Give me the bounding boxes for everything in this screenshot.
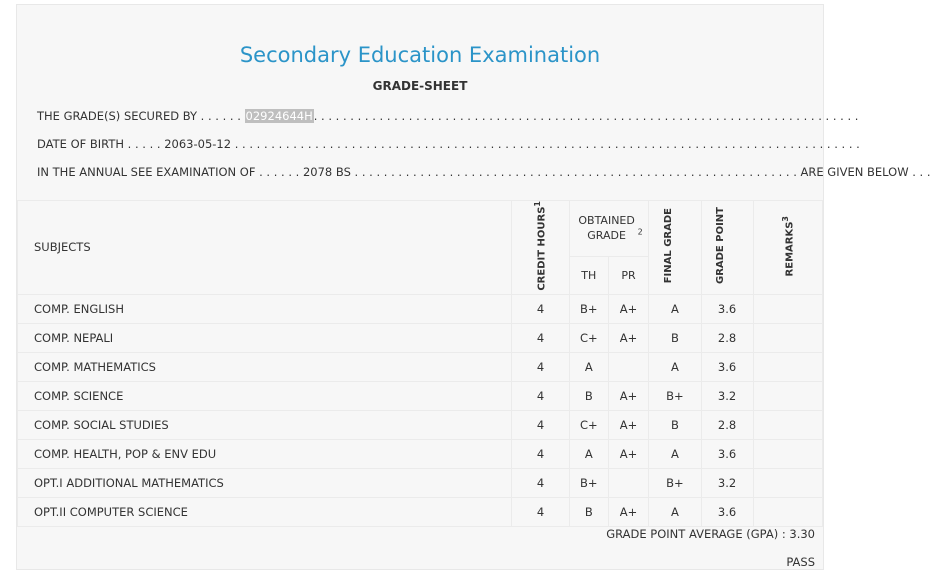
- header-remarks-label: REMARKS: [783, 221, 795, 277]
- practical-grade-cell: A+: [608, 439, 649, 468]
- header-final-grade-label: FINAL GRADE: [662, 208, 674, 284]
- subject-cell: COMP. HEALTH, POP & ENV EDU: [18, 439, 512, 468]
- secured-by-label: THE GRADE(S) SECURED BY . . . . . .: [37, 109, 241, 123]
- exam-year: 2078 BS: [302, 165, 351, 179]
- remarks-cell: [753, 381, 822, 410]
- table-row: [18, 497, 823, 526]
- grade-point-cell: 3.6: [701, 294, 753, 323]
- exam-dots: . . . . . . . . . . . . . . . . . . . . . . . . . . . . . . . . . . . . . . . . . . . . . . . . . . . . . . . . . . . . .: [354, 165, 797, 179]
- dob-line: [37, 137, 860, 151]
- table-row: [18, 410, 823, 439]
- dob-label: DATE OF BIRTH . . . . .: [37, 137, 161, 151]
- grade-sheet-heading: GRADE-SHEET: [372, 79, 468, 93]
- gpa-line: [606, 527, 815, 541]
- theory-grade-cell: A: [569, 352, 608, 381]
- final-grade-cell: A: [649, 439, 701, 468]
- credit-hours-cell: 4: [512, 323, 570, 352]
- header-remarks: [753, 201, 822, 295]
- final-grade-cell: A: [649, 294, 701, 323]
- grade-sheet: [16, 4, 931, 570]
- header-credit-hours: [512, 201, 570, 295]
- grade-point-cell: 3.2: [701, 381, 753, 410]
- exam-line: [37, 165, 931, 179]
- remarks-cell: [753, 323, 822, 352]
- header-subjects: [18, 201, 512, 295]
- theory-grade-cell: B+: [569, 468, 608, 497]
- subject-cell: OPT.II COMPUTER SCIENCE: [18, 497, 512, 526]
- subject-cell: COMP. NEPALI: [18, 323, 512, 352]
- final-grade-cell: B+: [649, 381, 701, 410]
- subject-cell: COMP. SOCIAL STUDIES: [18, 410, 512, 439]
- subject-cell: COMP. MATHEMATICS: [18, 352, 512, 381]
- practical-grade-cell: A+: [608, 294, 649, 323]
- dob-dots: . . . . . . . . . . . . . . . . . . . . . . . . . . . . . . . . . . . . . . . . . . . . . . . . . . . . . . . . . . . . . . . . . . . . . . . . . . . . . . . . . . . . . .: [234, 137, 860, 151]
- final-grade-cell: B: [649, 323, 701, 352]
- practical-grade-cell: A+: [608, 410, 649, 439]
- gpa-label: GRADE POINT AVERAGE (GPA) :: [606, 527, 786, 541]
- header-obtained-grade: [569, 201, 648, 257]
- credit-hours-cell: 4: [512, 381, 570, 410]
- header-th: TH: [569, 256, 608, 294]
- header-subjects-label: SUBJECTS: [34, 240, 91, 255]
- credit-hours-cell: 4: [512, 497, 570, 526]
- theory-grade-cell: C+: [569, 323, 608, 352]
- subject-cell: COMP. ENGLISH: [18, 294, 512, 323]
- grade-point-cell: 3.6: [701, 352, 753, 381]
- theory-grade-cell: B: [569, 381, 608, 410]
- remarks-cell: [753, 352, 822, 381]
- obtained-footnote-mark: 2: [637, 227, 643, 237]
- table-row: [18, 439, 823, 468]
- header-pr: PR: [608, 256, 649, 294]
- remarks-cell: [753, 497, 822, 526]
- header-grade-point: [701, 201, 753, 295]
- practical-grade-cell: [608, 352, 649, 381]
- dob-value: 2063-05-12: [164, 137, 232, 151]
- remarks-footnote-mark: 3: [780, 215, 790, 222]
- practical-grade-cell: A+: [608, 497, 649, 526]
- theory-grade-cell: B+: [569, 294, 608, 323]
- theory-grade-cell: C+: [569, 410, 608, 439]
- remarks-cell: [753, 410, 822, 439]
- credit-hours-cell: 4: [512, 468, 570, 497]
- grade-point-cell: 3.6: [701, 439, 753, 468]
- grades-table-body: [18, 294, 823, 526]
- final-grade-cell: B+: [649, 468, 701, 497]
- theory-grade-cell: A: [569, 439, 608, 468]
- gpa-value: 3.30: [789, 527, 815, 541]
- practical-grade-cell: [608, 468, 649, 497]
- table-row: [18, 323, 823, 352]
- credit-hours-cell: 4: [512, 352, 570, 381]
- symbol-number[interactable]: 02924644H: [245, 109, 313, 123]
- remarks-cell: [753, 468, 822, 497]
- header-credit-hours-label: CREDIT HOURS: [536, 206, 548, 291]
- table-row: [18, 294, 823, 323]
- theory-grade-cell: B: [569, 497, 608, 526]
- credit-hours-cell: 4: [512, 439, 570, 468]
- result-status: PASS: [786, 555, 815, 569]
- grade-point-cell: 2.8: [701, 323, 753, 352]
- final-grade-cell: B: [649, 410, 701, 439]
- secured-by-line: [37, 109, 858, 123]
- header-obtained-grade-label: OBTAINED GRADE: [578, 214, 635, 243]
- credit-hours-cell: 4: [512, 410, 570, 439]
- practical-grade-cell: A+: [608, 323, 649, 352]
- remarks-cell: [753, 294, 822, 323]
- subject-cell: OPT.I ADDITIONAL MATHEMATICS: [18, 468, 512, 497]
- exam-suffix: ARE GIVEN BELOW . . .: [800, 165, 931, 179]
- table-row: [18, 468, 823, 497]
- table-row: [18, 352, 823, 381]
- final-grade-cell: A: [649, 497, 701, 526]
- secured-by-dots: . . . . . . . . . . . . . . . . . . . . . . . . . . . . . . . . . . . . . . . . . . . . . . . . . . . . . . . . . . . . . . . . . . . . . . . . . . .: [313, 109, 859, 123]
- final-grade-cell: A: [649, 352, 701, 381]
- header-final-grade: [649, 201, 701, 295]
- grade-point-cell: 3.6: [701, 497, 753, 526]
- credit-hours-cell: 4: [512, 294, 570, 323]
- table-row: [18, 381, 823, 410]
- subject-cell: COMP. SCIENCE: [18, 381, 512, 410]
- header-grade-point-label: GRADE POINT: [715, 207, 727, 285]
- grade-point-cell: 2.8: [701, 410, 753, 439]
- credit-footnote-mark: 1: [533, 201, 543, 207]
- practical-grade-cell: A+: [608, 381, 649, 410]
- exam-label: IN THE ANNUAL SEE EXAMINATION OF . . . . . .: [37, 165, 300, 179]
- grade-point-cell: 3.2: [701, 468, 753, 497]
- remarks-cell: [753, 439, 822, 468]
- grades-table: [17, 200, 823, 527]
- exam-title: Secondary Education Examination: [239, 43, 601, 67]
